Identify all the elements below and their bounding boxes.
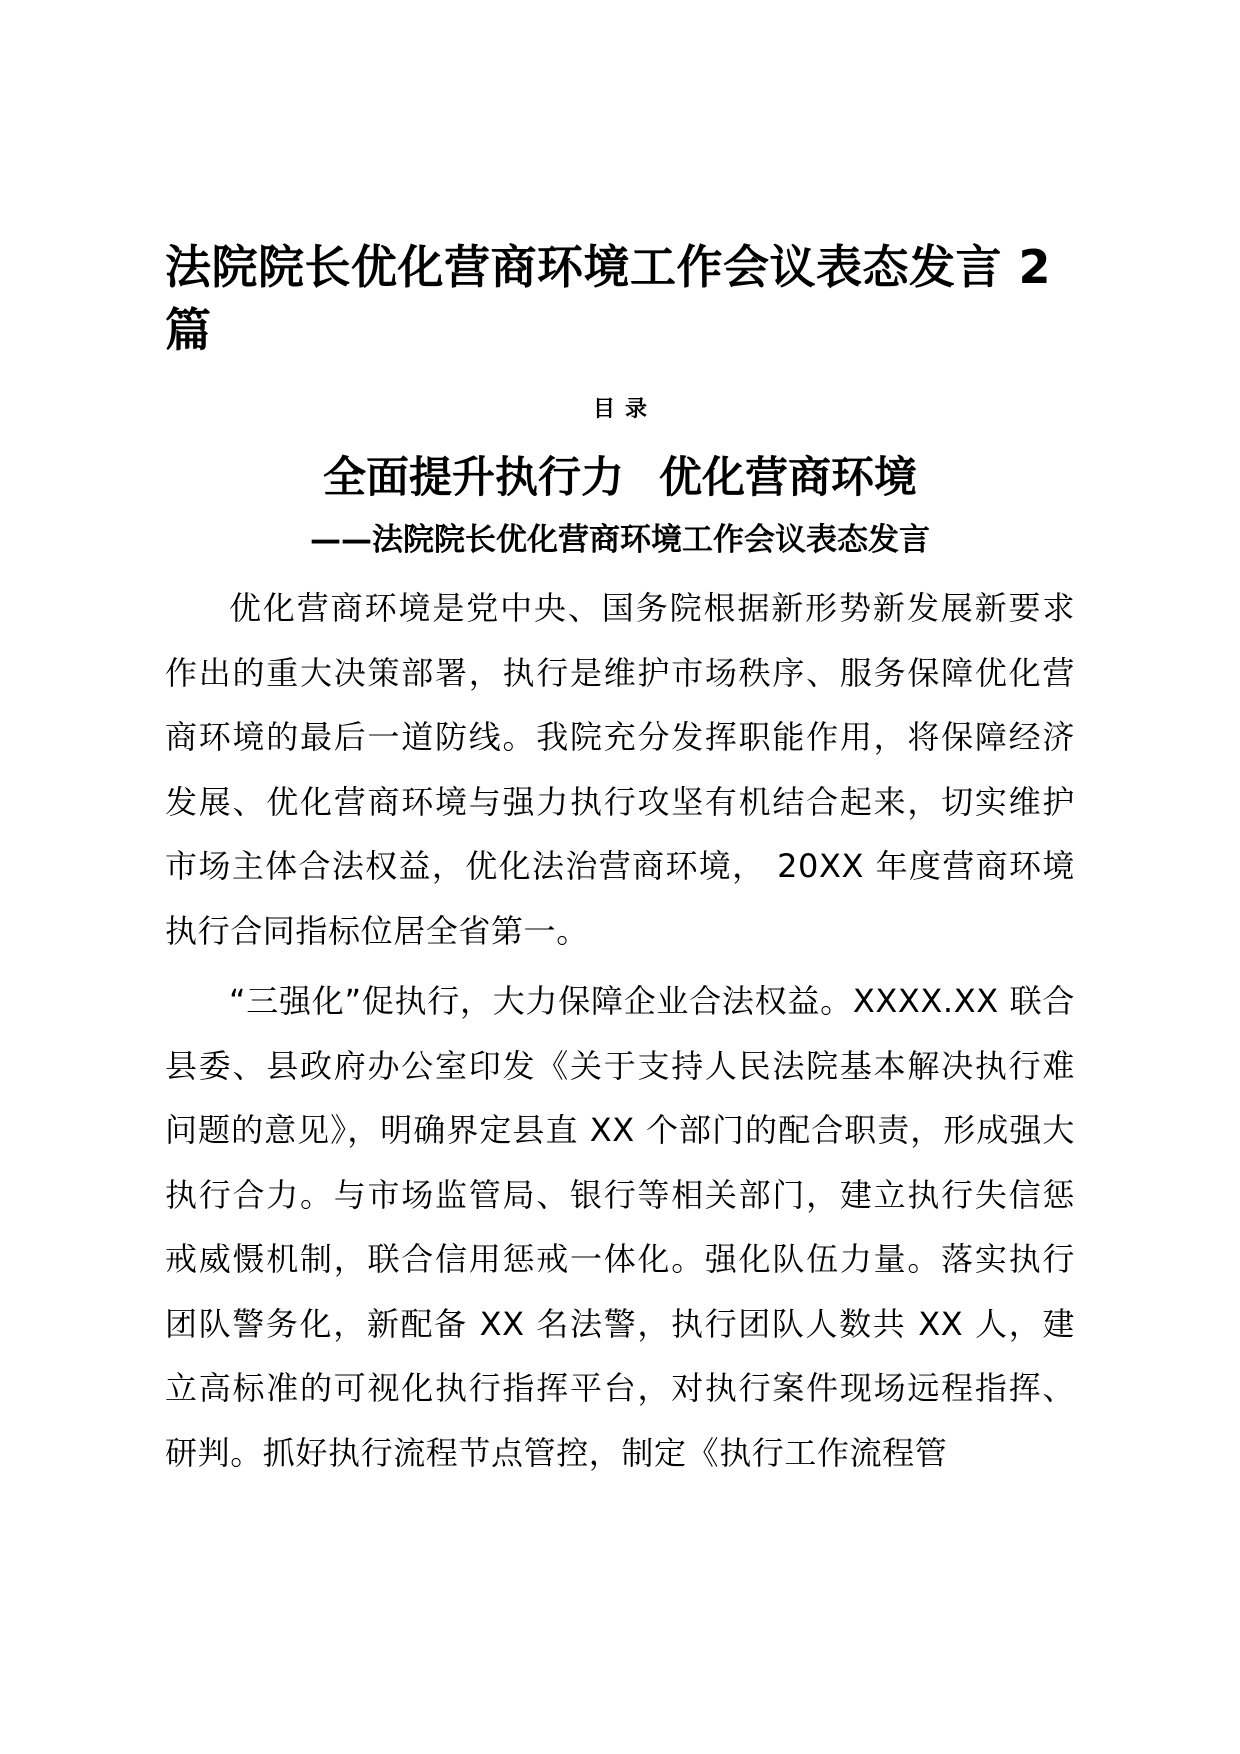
table-of-contents-label: 目录 xyxy=(592,397,657,422)
paragraph: 优化营商环境是党中央、国务院根据新形势新发展新要求作出的重大决策部署，执行是维护市场秩序、服务保障优化营商环境的最后一道防线。我院充分发挥职能作用，将保障经济发展、优化营商环境与强力执行攻坚有机结合起来，切实维护市场主体合法权益，优化法治营商环境， 20XX 年度营商环境执行合同指标位居全省第一。 xyxy=(165,589,1075,950)
article-title: 全面提升执行力 优化营商环境 xyxy=(323,453,917,503)
article-body xyxy=(165,576,1075,1491)
article-subtitle: ——法院院长优化营商环境工作会议表态发言 xyxy=(310,522,930,558)
document-title: 法院院长优化营商环境工作会议表态发言 2 篇 xyxy=(165,240,1052,357)
paragraph: “三强化”促执行，大力保障企业合法权益。XXXX.XX 联合县委、县政府办公室印发《关于支持人民法院基本解决执行难问题的意见》，明确界定县直 XX 个部门的配合职责，形成强大执行合力。与市场监管局、银行等相关部门，建立执行失信惩戒威慑机制，联合信用惩戒一体化。强化队伍力量。落实执行团队警务化，新配备 XX 名法警，执行团队人数共 XX 人，建立高标准的可视化执行指挥平台，对执行案件现场远程指挥、研判。抓好执行流程节点管控，制定《执行工作流程管 xyxy=(165,982,1075,1472)
